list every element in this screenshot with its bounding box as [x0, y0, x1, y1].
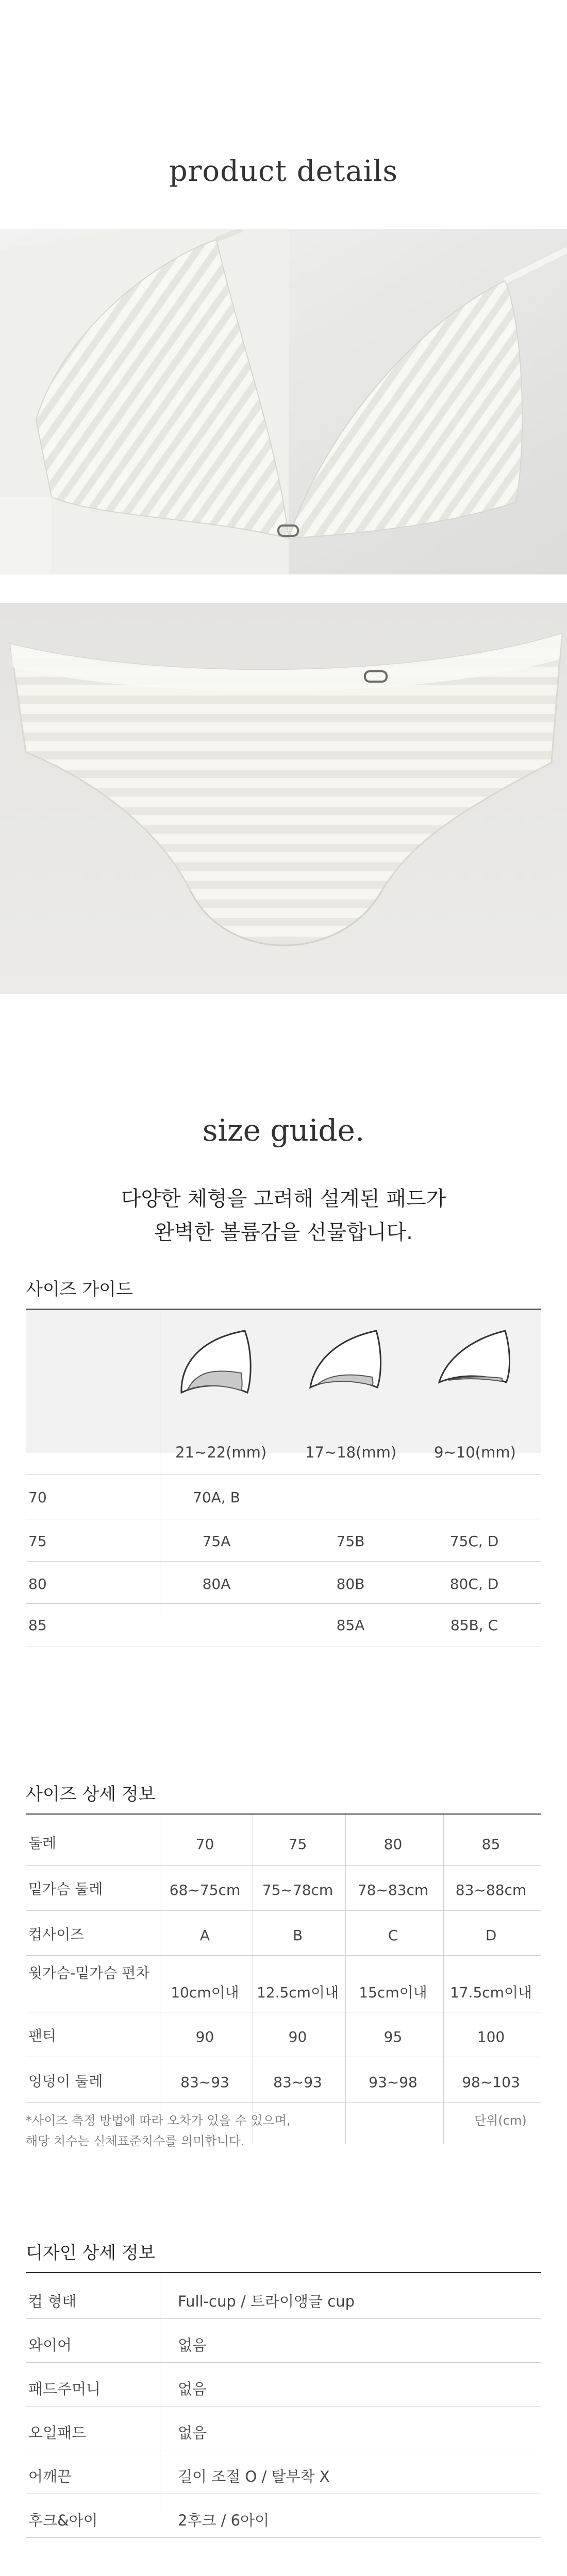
design-row-value: 없음 — [178, 2380, 207, 2398]
size-cell: 80C, D — [449, 1575, 499, 1592]
design-info-top-rule — [26, 2272, 541, 2273]
bra-illustration — [0, 229, 567, 574]
detail-row-label: 컵사이즈 — [28, 1926, 85, 1943]
row-divider — [26, 1955, 541, 1956]
design-row-label: 어깨끈 — [28, 2468, 72, 2485]
design-row-label: 컵 형태 — [28, 2293, 77, 2310]
size-cell: 75C, D — [449, 1533, 499, 1550]
size-detail-top-rule — [26, 1814, 541, 1815]
design-row-label: 후크&아이 — [28, 2512, 98, 2529]
detail-cell: 75 — [288, 1836, 307, 1853]
column-divider — [345, 1815, 346, 2144]
detail-cell: B — [292, 1927, 303, 1944]
detail-cell: 80 — [383, 1836, 403, 1853]
detail-cell: 10cm이내 — [171, 1984, 239, 2001]
detail-row-label: 팬티 — [28, 2027, 57, 2044]
row-divider — [26, 1561, 541, 1562]
row-divider — [26, 1865, 541, 1866]
detail-row-label: 엉덩이 둘레 — [28, 2073, 103, 2090]
detail-cell: 90 — [195, 2028, 214, 2045]
detail-cell: 70 — [195, 1836, 214, 1853]
band-size-75: 75 — [28, 1533, 47, 1550]
detail-row-label: 윗가슴-밑가슴 편차 — [28, 1964, 150, 1981]
detail-cell: 15cm이내 — [359, 1984, 427, 2001]
row-divider — [26, 2537, 541, 2538]
product-details-title: product details — [169, 155, 398, 188]
row-divider — [26, 2102, 541, 2103]
detail-cell: 75~78cm — [262, 1882, 333, 1899]
size-cell: 75A — [202, 1533, 231, 1550]
detail-cell: 83~93 — [273, 2074, 322, 2091]
size-detail-heading: 사이즈 상세 정보 — [26, 1784, 156, 1805]
size-cell: 75B — [336, 1533, 365, 1550]
design-row-value: 없음 — [178, 2336, 207, 2354]
panty-photo — [0, 603, 567, 994]
design-row-value: 2후크 / 6아이 — [178, 2512, 270, 2529]
detail-cell: 90 — [288, 2028, 307, 2045]
detail-cell: 12.5cm이내 — [256, 1984, 339, 2001]
cup-shape-deep-icon — [175, 1327, 258, 1399]
size-cell: 80B — [336, 1575, 365, 1592]
size-cell: 80A — [202, 1575, 231, 1592]
design-row-label: 패드주머니 — [28, 2380, 101, 2398]
size-intro-line-1: 다양한 체형을 고려해 설계된 패드가 — [121, 1187, 446, 1211]
cup-shape-medium-icon — [304, 1327, 387, 1399]
row-divider — [26, 1603, 541, 1604]
cup-shape-shallow-icon — [433, 1327, 515, 1399]
design-row-label: 와이어 — [28, 2336, 72, 2354]
cup-depth-label: 21~22(mm) — [175, 1444, 267, 1461]
detail-row-label: 밑가슴 둘레 — [28, 1880, 103, 1897]
detail-cell: D — [485, 1927, 497, 1944]
detail-cell: 83~88cm — [455, 1882, 527, 1899]
detail-cell: 100 — [477, 2028, 505, 2045]
detail-cell: 68~75cm — [169, 1882, 241, 1899]
design-info-heading: 디자인 상세 정보 — [26, 2243, 156, 2263]
design-row-value: 없음 — [178, 2424, 207, 2442]
row-divider — [26, 2318, 541, 2319]
column-divider — [443, 1815, 444, 2144]
size-note-line-2: 해당 치수는 신체표준치수를 의미합니다. — [26, 2134, 245, 2148]
detail-cell: C — [388, 1927, 398, 1944]
detail-cell: A — [199, 1927, 210, 1944]
size-guide-title: size guide. — [202, 1113, 365, 1148]
band-size-80: 80 — [28, 1575, 47, 1592]
band-size-70: 70 — [28, 1489, 47, 1506]
detail-cell: 17.5cm이내 — [449, 1984, 532, 2001]
cup-depth-label: 9~10(mm) — [434, 1444, 516, 1461]
band-size-85: 85 — [28, 1617, 47, 1634]
design-row-value: Full-cup / 트라이앵글 cup — [178, 2293, 355, 2310]
size-guide-heading: 사이즈 가이드 — [26, 1279, 133, 1300]
detail-cell: 93~98 — [369, 2074, 418, 2091]
design-row-label: 오일패드 — [28, 2424, 87, 2442]
size-cell: 85A — [336, 1617, 365, 1634]
unit-label: 단위(cm) — [474, 2113, 527, 2128]
detail-cell: 95 — [383, 2028, 403, 2045]
detail-cell: 83~93 — [180, 2074, 229, 2091]
size-note-line-1: *사이즈 측정 방법에 따라 오차가 있을 수 있으며, — [26, 2113, 291, 2128]
detail-cell: 85 — [481, 1836, 501, 1853]
cup-depth-label: 17~18(mm) — [305, 1444, 397, 1461]
row-divider — [26, 2362, 541, 2363]
size-cell: 70A, B — [193, 1489, 240, 1506]
bra-photo — [0, 229, 567, 574]
size-intro-line-2: 완벽한 볼륨감을 선물합니다. — [154, 1221, 413, 1244]
size-cell: 85B, C — [450, 1617, 498, 1634]
row-divider — [26, 1910, 541, 1911]
design-row-value: 길이 조절 O / 탈부착 X — [178, 2468, 330, 2485]
detail-row-label: 둘레 — [28, 1835, 57, 1852]
detail-cell: 78~83cm — [357, 1882, 429, 1899]
detail-cell: 98~103 — [462, 2074, 520, 2091]
panty-illustration — [0, 603, 567, 994]
